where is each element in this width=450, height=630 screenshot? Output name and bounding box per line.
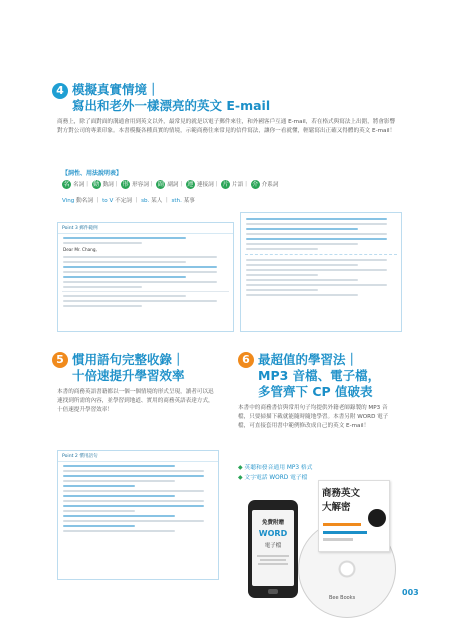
text-line bbox=[63, 525, 135, 527]
card-title: Point 2 慣用語句 bbox=[58, 451, 218, 462]
email-sample-card-right bbox=[240, 212, 402, 332]
legend-item bbox=[186, 182, 214, 188]
text-line bbox=[63, 281, 217, 283]
section-6-body: 本書中的商務書信與常用句子均提供外籍老師錄製的 MP3 音檔，只要掃描下載就能隨時隨地學習。本書另附 WORD 電子檔，可直接套用書中範例修改成自己的英文 E-mail！ bbox=[238, 405, 389, 429]
legend-key: 動 bbox=[93, 181, 100, 188]
text-line bbox=[63, 242, 142, 244]
section-4-number: 4 bbox=[52, 83, 68, 99]
legend-key: 連 bbox=[187, 181, 194, 188]
check-icon: ◆ bbox=[238, 464, 243, 471]
text-line bbox=[63, 300, 217, 302]
abbr-label: 某人 bbox=[151, 198, 163, 204]
abbr-key: sth. bbox=[171, 198, 182, 204]
section-5-title-line2: 十倍速提升學習效率 bbox=[72, 368, 185, 383]
text-line bbox=[63, 295, 186, 297]
legend-label: 連接詞 bbox=[196, 182, 214, 188]
legend-title: 【詞性、用法說明表】 bbox=[62, 170, 123, 177]
text-line bbox=[246, 228, 358, 230]
text-line bbox=[246, 274, 318, 276]
section-6-number: 6 bbox=[238, 352, 254, 368]
section-4-title-line1: 模擬真實情境｜ bbox=[72, 82, 160, 97]
section-5-title-line1: 慣用語句完整收錄｜ bbox=[72, 352, 185, 367]
book-cover bbox=[318, 480, 390, 552]
text-line bbox=[63, 305, 142, 307]
legend-item bbox=[121, 182, 149, 188]
section-5-body: 本書的商務英語書籍都以一個一個情境的形式呈現，讀者可以迅速找到所需的內容，並學習到地道、實用的商務英語表達方式，十倍速提升學習效率！ bbox=[57, 389, 214, 413]
text-line bbox=[246, 248, 318, 250]
text-line bbox=[63, 500, 204, 502]
phone-text-2: WORD bbox=[258, 529, 288, 538]
text-line bbox=[246, 294, 358, 296]
legend-label: 介系詞 bbox=[261, 182, 279, 188]
text-line bbox=[246, 223, 387, 225]
text-line bbox=[246, 264, 358, 266]
text-line bbox=[63, 261, 186, 263]
text-line bbox=[246, 233, 387, 235]
cd-footer: Bee Books bbox=[329, 595, 356, 601]
text-line bbox=[63, 271, 217, 273]
text-line bbox=[246, 284, 387, 286]
legend-label: 副詞 bbox=[167, 182, 179, 188]
section-6-bullet-1 bbox=[238, 462, 312, 471]
abbreviation-row: Ving 動名詞 ｜ to V 不定詞 ｜ sb. 某人 ｜ sth. 某事 bbox=[62, 198, 195, 204]
phone-illustration bbox=[248, 500, 298, 598]
text-line bbox=[246, 243, 358, 245]
phone-text-3: 電子檔 bbox=[264, 543, 282, 549]
legend-key: 介 bbox=[252, 181, 259, 188]
phone-text-1: 免費附贈 bbox=[261, 520, 284, 526]
legend-label: 動詞 bbox=[102, 182, 114, 188]
text-line bbox=[63, 520, 204, 522]
legend-key: 名 bbox=[63, 181, 70, 188]
page-number: 003 bbox=[402, 588, 419, 597]
text-line bbox=[63, 495, 175, 497]
text-line bbox=[246, 218, 387, 220]
phrases-card bbox=[57, 450, 219, 580]
legend-label: 名詞 bbox=[73, 182, 85, 188]
section-4-title-line2: 寫出和老外一樣漂亮的英文 E-mail bbox=[72, 98, 271, 113]
legend-item bbox=[92, 182, 114, 188]
legend-item bbox=[251, 182, 279, 188]
section-6-title-line3: 多管齊下 CP 值破表 bbox=[258, 384, 373, 399]
book-title-2: 大解密 bbox=[322, 502, 351, 513]
section-6-title-line1: 最超值的學習法｜ bbox=[258, 352, 359, 367]
text-line bbox=[63, 530, 175, 532]
abbr-label: 某事 bbox=[183, 198, 195, 204]
text-line bbox=[246, 238, 387, 240]
email-greeting: Dear Mr. Chang, bbox=[63, 247, 97, 252]
legend-item bbox=[156, 182, 178, 188]
email-sample-card-left bbox=[57, 222, 234, 332]
legend-key: 片 bbox=[222, 181, 229, 188]
text-line bbox=[63, 470, 204, 472]
book-title-1: 商務英文 bbox=[322, 488, 361, 499]
legend-label: 形容詞 bbox=[132, 182, 149, 188]
section-5-number: 5 bbox=[52, 352, 68, 368]
text-line bbox=[63, 485, 135, 487]
section-6-title-line2: MP3 音檔、電子檔， bbox=[258, 368, 381, 383]
section-4-body: 商務上，除了面對面的溝通會用到英文以外，最常見的就是以電子郵件來往，和外國客戶互通 E-mail，若在格式與寫法上出錯，將會影響對方對公司的專業印象。本書模擬各種真實的情境，示範商務往來常見的信件寫法，讓你一看就懂，輕鬆寫出正確又得體的英文 E-mail！ bbox=[57, 119, 396, 134]
abbr-key: sb. bbox=[141, 198, 150, 204]
text-line bbox=[63, 515, 175, 517]
abbr-label: 不定詞 bbox=[115, 198, 132, 204]
text-line bbox=[63, 480, 175, 482]
abbr-label: 動名詞 bbox=[76, 198, 93, 204]
legend-key: 形 bbox=[122, 181, 129, 188]
text-line bbox=[63, 276, 186, 278]
bullet-text: 文字電話 WORD 電子檔 bbox=[244, 475, 308, 481]
card-title: Point 3 郵件範例 bbox=[58, 223, 233, 234]
text-line bbox=[63, 505, 204, 507]
legend-item bbox=[62, 182, 84, 188]
text-line bbox=[63, 237, 186, 239]
text-line bbox=[63, 465, 175, 467]
text-line bbox=[63, 490, 204, 492]
text-line bbox=[63, 510, 135, 512]
legend-label: 片語 bbox=[232, 182, 244, 188]
text-line bbox=[246, 259, 387, 261]
text-line bbox=[63, 475, 204, 477]
check-icon: ◆ bbox=[238, 474, 243, 481]
text-line bbox=[63, 256, 217, 258]
text-line bbox=[246, 269, 387, 271]
bullet-text: 英聽和發音通用 MP3 格式 bbox=[244, 465, 313, 471]
legend-row: 名 名詞｜ 動 動詞｜ 形 形容詞｜ 副 副詞｜ 連 連接詞｜ 片 片語｜ 介 介系詞 bbox=[63, 181, 279, 188]
legend-key: 副 bbox=[157, 181, 164, 188]
abbr-key: Ving bbox=[62, 198, 75, 204]
text-line bbox=[63, 266, 217, 268]
text-line bbox=[246, 279, 358, 281]
section-6-bullet-2 bbox=[238, 472, 307, 481]
abbr-key: to V bbox=[102, 198, 114, 204]
text-line bbox=[246, 289, 318, 291]
text-line bbox=[63, 286, 142, 288]
legend-item bbox=[221, 182, 243, 188]
